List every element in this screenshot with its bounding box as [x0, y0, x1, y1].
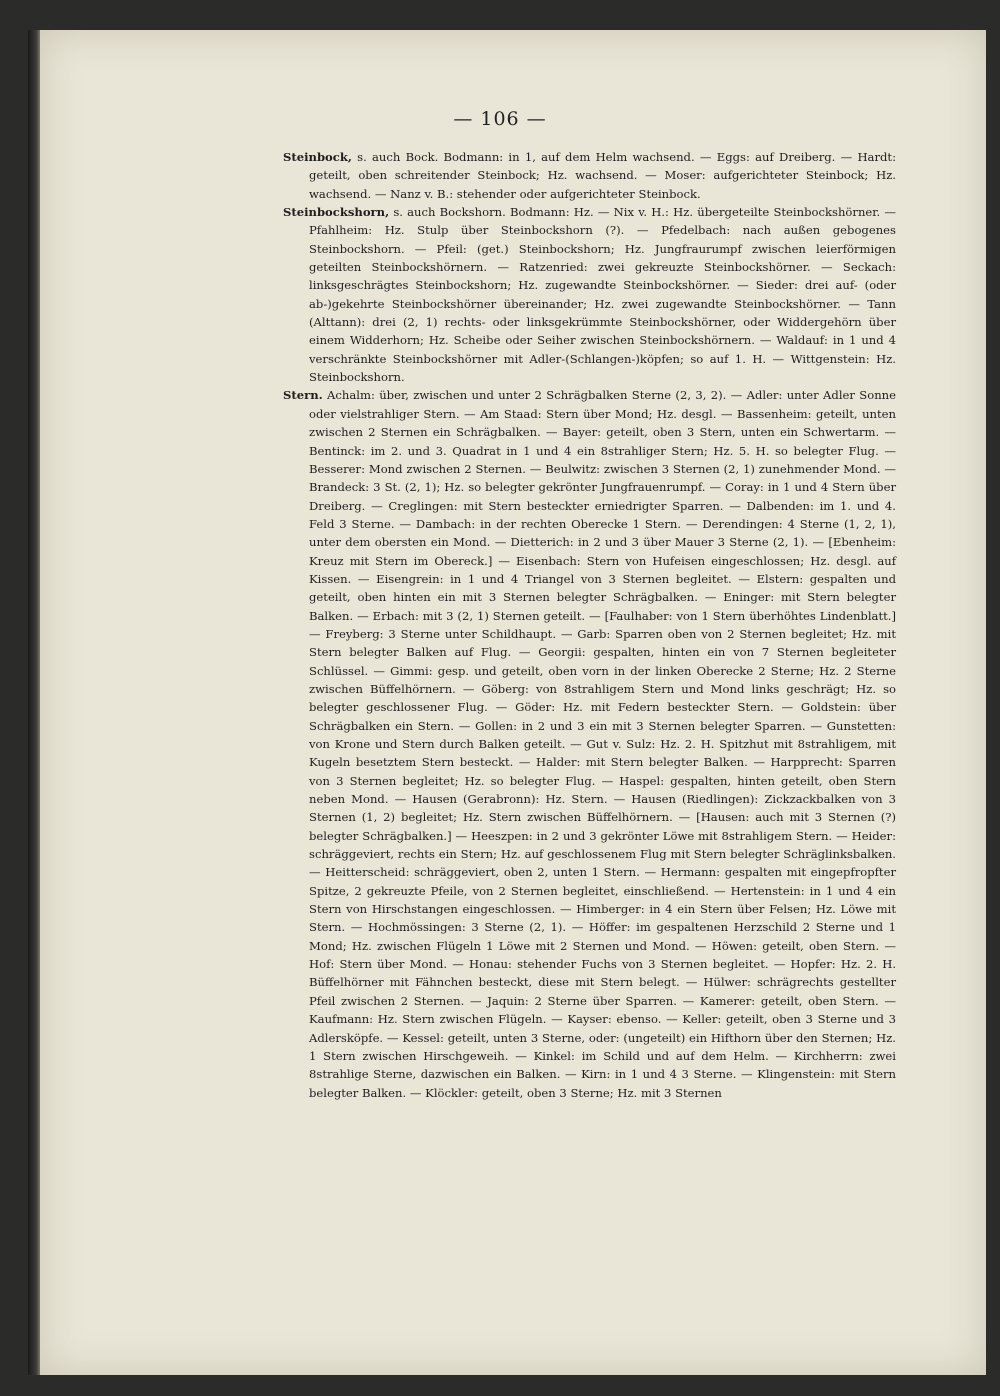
entry-text: s. auch Bock. Bodmann: in 1, auf dem Helm wachsend. — Eggs: auf Dreiberg. — Hardt: geteilt, oben schreitender Steinbock; Hz. wachsend. — Moser: aufgerichteter Steinbock; Hz. wachsend. — Nanz v. B.: stehender oder aufgerichteter Steinbock. — [309, 150, 896, 201]
entry-head: Steinbockshorn, — [283, 205, 390, 220]
entry-head: Steinbock, — [283, 150, 352, 164]
entry-head: Stern. — [283, 388, 323, 403]
page-number: — 106 — — [453, 108, 547, 130]
text-column — [283, 148, 896, 1102]
entry-text: Achalm: über, zwischen und unter 2 Schrägbalken Sterne (2, 3, 2). — Adler: unter Adler Sonne oder vielstrahliger Stern. — Am Staad: Stern über Mond; Hz. desgl. — Bassenheim: geteilt, unten zwischen 2 Sternen ein Schrägbalken. — Bayer: geteilt, oben 3 Stern, unten ein Schwertarm. — Bentinck: im 2. und 3. Quadrat in 1 und 4 ein 8strahliger Stern; Hz. 5. H. so belegter Flug. — Besserer: Mond zwischen 2 Sternen. — Beulwitz: zwischen 3 Sternen (2, 1) zunehmender Mond. — Brandeck: 3 St. (2, 1); Hz. so belegter gekrönter Jungfrauenrumpf. — Coray: in 1 und 4 Stern über Dreiberg. — Creglingen: mit Stern besteckter erniedrigter Sparren. — Dalbenden: im 1. und 4. Feld 3 Sterne. — Dambach: in der rechten Oberecke 1 Stern. — Derendingen: 4 Sterne (1, 2, 1), unter dem obersten ein Mond. — Dietterich: in 2 und 3 über Mauer 3 Sterne (2, 1). — [Ebenheim: Kreuz mit Stern im Obereck.] — Eisenbach: Stern von Hufeisen eingeschlossen; Hz. desgl. auf Kissen. — Eisengrein: in 1 und 4 Triangel von 3 Sternen begleitet. — Elstern: gespalten und geteilt, oben hinten ein mit 3 Sternen belegter Schrägbalken. — Eninger: mit Stern belegter Balken. — Erbach: mit 3 (2, 1) Sternen geteilt. — [Faulhaber: von 1 Stern überhöhtes Lindenblatt.] — Freyberg: 3 Sterne unter Schildhaupt. — Garb: Sparren oben von 2 Sternen begleitet; Hz. mit Stern belegter Balken auf Flug. — Georgii: gespalten, hinten ein von 7 Sternen begleiteter Schlüssel. — Gimmi: gesp. und geteilt, oben vorn in der linken Oberecke 2 Sterne; Hz. 2 Sterne zwischen Büffelhörnern. — Göberg: von 8strahligem Stern und Mond links geschrägt; Hz. so belegter geschlossener Flug. — Göder: Hz. mit Federn besteckter Stern. — Goldstein: über Schrägbalken ein Stern. — Gollen: in 2 und 3 ein mit 3 Sternen belegter Sparren. — Gunstetten: von Krone und Stern durch Balken geteilt. — Gut v. Sulz: Hz. 2. H. Spitzhut mit 8strahligem, mit Kugeln besetztem Stern besteckt. — Halder: mit Stern belegter Balken. — Harpprecht: Sparren von 3 Sternen begleitet; Hz. so belegter Flug. — Haspel: gespalten, hinten geteilt, oben Stern neben Mond. — Hausen (Gerabronn): Hz. Stern. — Hausen (Riedlingen): Zickzackbalken von 3 Sternen (1, 2) begleitet; Hz. Stern zwischen Büffelhörnern. — [Hausen: auch mit 3 Sternen (?) belegter Schrägbalken.] — Heeszpen: in 2 und 3 gekrönter Löwe mit 8strahligem Stern. — Heider: schräggeviert, rechts ein Stern; Hz. auf geschlossenem Flug mit Stern belegter Schräglinksbalken. — Heitterscheid: schräggeviert, oben 2, unten 1 Stern. — Hermann: gespalten mit eingepfropfter Spitze, 2 gekreuzte Pfeile, von 2 Sternen begleitet, einschließend. — Hertenstein: in 1 und 4 ein Stern von Hirschstangen eingeschlossen. — Himberger: in 4 ein Stern über Felsen; Hz. Löwe mit Stern. — Hochmössingen: 3 Sterne (2, 1). — Höffer: im gespaltenen Herzschild 2 Sterne und 1 Mond; Hz. zwischen Flügeln 1 Löwe mit 2 Sternen und Mond. — Höwen: geteilt, oben Stern. — Hof: Stern über Mond. — Honau: stehender Fuchs von 3 Sternen begleitet. — Hopfer: Hz. 2. H. Büffelhörner mit Fähnchen besteckt, diese mit Stern belegt. — Hülwer: schrägrechts gestellter Pfeil zwischen 2 Sternen. — Jaquin: 2 Sterne über Sparren. — Kamerer: geteilt, oben Stern. — Kaufmann: Hz. Stern zwischen Flügeln. — Kayser: ebenso. — Keller: geteilt, oben 3 Sterne und 3 Adlersköpfe. — Kessel: geteilt, unten 3 Sterne, oder: (ungeteilt) ein Hifthorn über den Sternen; Hz. 1 Stern zwischen Hirschgeweih. — Kinkel: im Schild und auf dem Helm. — Kirchherrn: zwei 8strahlige Sterne, dazwischen ein Balken. — Kirn: in 1 und 4 3 Sterne. — Klingenstein: mit Stern belegter Balken. — Klöckler: geteilt, oben 3 Sterne; Hz. mit 3 Sternen — [309, 388, 896, 1100]
entry-steinbock — [283, 148, 896, 203]
entry-text: s. auch Bockshorn. Bodmann: Hz. — Nix v. H.: Hz. übergeteilte Steinbockshörner. — Pfahlheim: Hz. Stulp über Steinbockshorn (?). — Pfedelbach: nach außen gebogenes Steinbockshorn. — Pfeil: (get.) Steinbockshorn; Hz. Jungfraurumpf zwischen leierförmigen geteilten Steinbockshörnern. — Ratzenried: zwei gekreuzte Steinbockshörner. — Seckach: linksgeschrägtes Steinbockshorn; Hz. zugewandte Steinbockshörner. — Sieder: drei auf- (oder ab-)gekehrte Steinbockshörner übereinander; Hz. zwei zugewandte Steinbockshörner. — Tann (Alttann): drei (2, 1) rechts- oder linksgekrümmte Steinbockshörner, oder Widdergehörn über einem Widderhorn; Hz. Scheibe oder Seiher zwischen Steinbockshörnern. — Waldauf: in 1 und 4 verschränkte Steinbockshörner mit Adler-(Schlangen-)köpfen; so auf 1. H. — Wittgenstein: Hz. Steinbockshorn. — [309, 205, 896, 385]
entry-stern — [283, 386, 896, 1101]
entry-steinbockshorn — [283, 203, 896, 386]
